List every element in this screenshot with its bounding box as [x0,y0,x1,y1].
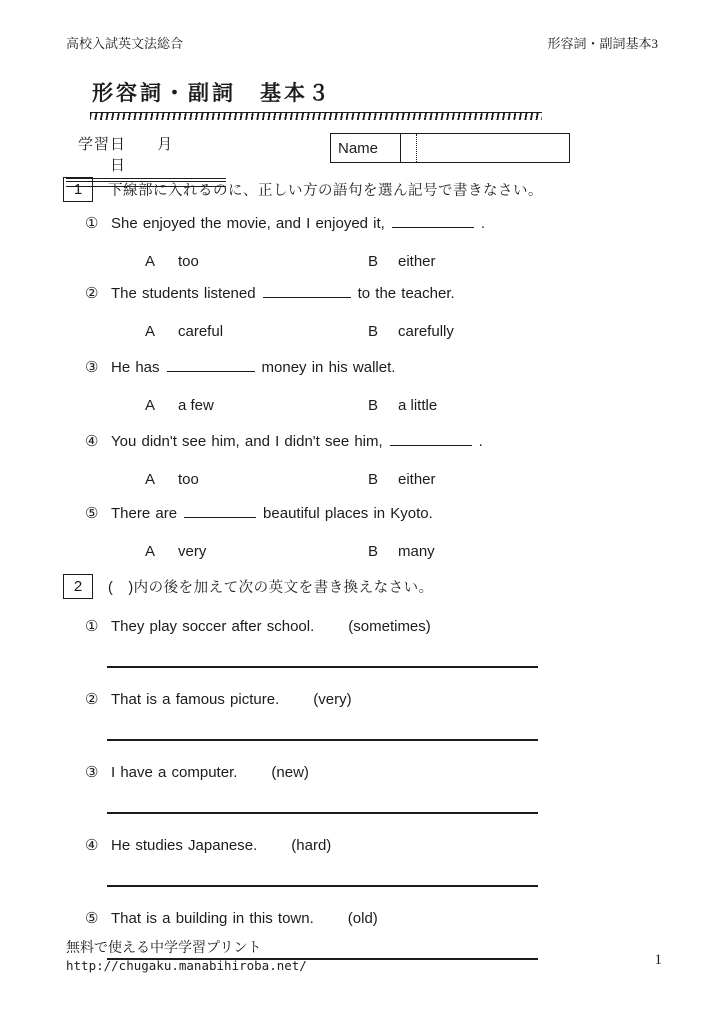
sentence-text: He studies Japanese. [111,837,258,854]
section2-instruction: ( )内の後を加えて次の英文を書き換えなさい。 [108,580,434,596]
question-number: ④ [85,837,99,854]
option-a-text: too [178,471,199,488]
study-date-label: 学習日 [78,136,127,153]
option-b-text: either [398,471,436,488]
answer-blank[interactable] [263,284,351,298]
question-number: ④ [85,433,99,450]
answer-line[interactable] [107,666,538,668]
question-text-after: money in his wallet. [261,359,396,376]
option-a-text: very [178,543,207,560]
option-b-text: carefully [398,323,454,340]
s1-question-3 [66,358,658,378]
answer-blank[interactable] [392,214,474,228]
option-a-label: A [145,397,156,414]
s1-question-2 [66,284,658,304]
option-b-text: a little [398,397,438,414]
sentence-text: That is a building in this town. [111,910,314,927]
header-right-text: 形容詞・副詞基本3 [547,36,658,51]
option-b-text: either [398,253,436,270]
question-number: ① [85,618,99,635]
name-box [330,133,570,163]
option-a-text: a few [178,397,214,414]
option-b-label: B [368,397,379,414]
option-b-label: B [368,323,379,340]
question-text: He has [111,359,160,376]
name-input-area[interactable] [417,134,569,162]
answer-blank[interactable] [167,358,255,372]
option-a-text: too [178,253,199,270]
question-text: There are [111,505,178,522]
s1-options-5 [66,542,658,562]
option-b-label: B [368,471,379,488]
name-label: Name [331,134,401,162]
question-text: The students listened [111,285,256,302]
section1-number: 1 [63,177,93,202]
question-text-after: to the teacher. [357,285,455,302]
question-text-after: . [478,433,483,450]
hint-word: (hard) [291,837,332,854]
meta-row [66,133,658,174]
sentence-text: That is a famous picture. [111,691,280,708]
hint-word: (very) [313,691,352,708]
hint-word: (old) [347,910,378,927]
month-label: 月 [157,136,174,153]
s2-question-3 [66,763,658,814]
answer-line[interactable] [107,812,538,814]
option-a-text: careful [178,323,224,340]
s2-question-4 [66,836,658,887]
question-text: She enjoyed the movie, and I enjoyed it, [111,215,385,232]
question-number: ① [85,215,99,232]
question-number: ② [85,691,99,708]
question-number: ② [85,285,99,302]
s1-question-4 [66,432,658,452]
option-a-label: A [145,323,156,340]
section1-header [66,177,658,202]
s2-question-2 [66,690,658,741]
day-label: 日 [110,157,127,174]
question-number: ③ [85,764,99,781]
question-number: ⑤ [85,910,99,927]
section2-header [66,574,658,599]
page-header [66,36,658,52]
question-number: ⑤ [85,505,99,522]
answer-blank[interactable] [184,504,256,518]
s1-options-3 [66,396,658,416]
footer-url: http://chugaku.manabihiroba.net/ [66,958,307,973]
s1-options-1 [66,252,658,272]
s1-question-1 [66,214,658,234]
sentence-text: They play soccer after school. [111,618,315,635]
page-number: 1 [654,952,662,968]
answer-line[interactable] [107,739,538,741]
section2-number: 2 [63,574,93,599]
option-b-label: B [368,253,379,270]
sentence-text: I have a computer. [111,764,238,781]
section1-instruction: 下線部に入れるのに、正しい方の語句を選ん記号で書きなさい。 [108,183,543,199]
hint-word: (sometimes) [348,618,431,635]
s1-options-2 [66,322,658,342]
option-a-label: A [145,253,156,270]
option-a-label: A [145,471,156,488]
s1-question-5 [66,504,658,524]
question-text-after: . [480,215,486,232]
page-footer [66,940,307,974]
answer-line[interactable] [107,885,538,887]
option-b-label: B [368,543,379,560]
option-b-text: many [398,543,435,560]
option-a-label: A [145,543,156,560]
answer-blank[interactable] [390,432,472,446]
footer-site-name: 無料で使える中学学習プリント [66,941,262,956]
question-text: You didn't see him, and I didn't see him, [111,433,383,450]
s2-question-1 [66,617,658,668]
hint-word: (new) [271,764,309,781]
worksheet-title: 形容詞・副詞 基本３ [92,82,332,105]
title-underline-decoration [90,112,542,120]
s1-options-4 [66,470,658,490]
question-number: ③ [85,359,99,376]
question-text-after: beautiful places in Kyoto. [263,505,433,522]
header-left-text: 高校入試英文法総合 [66,36,184,51]
